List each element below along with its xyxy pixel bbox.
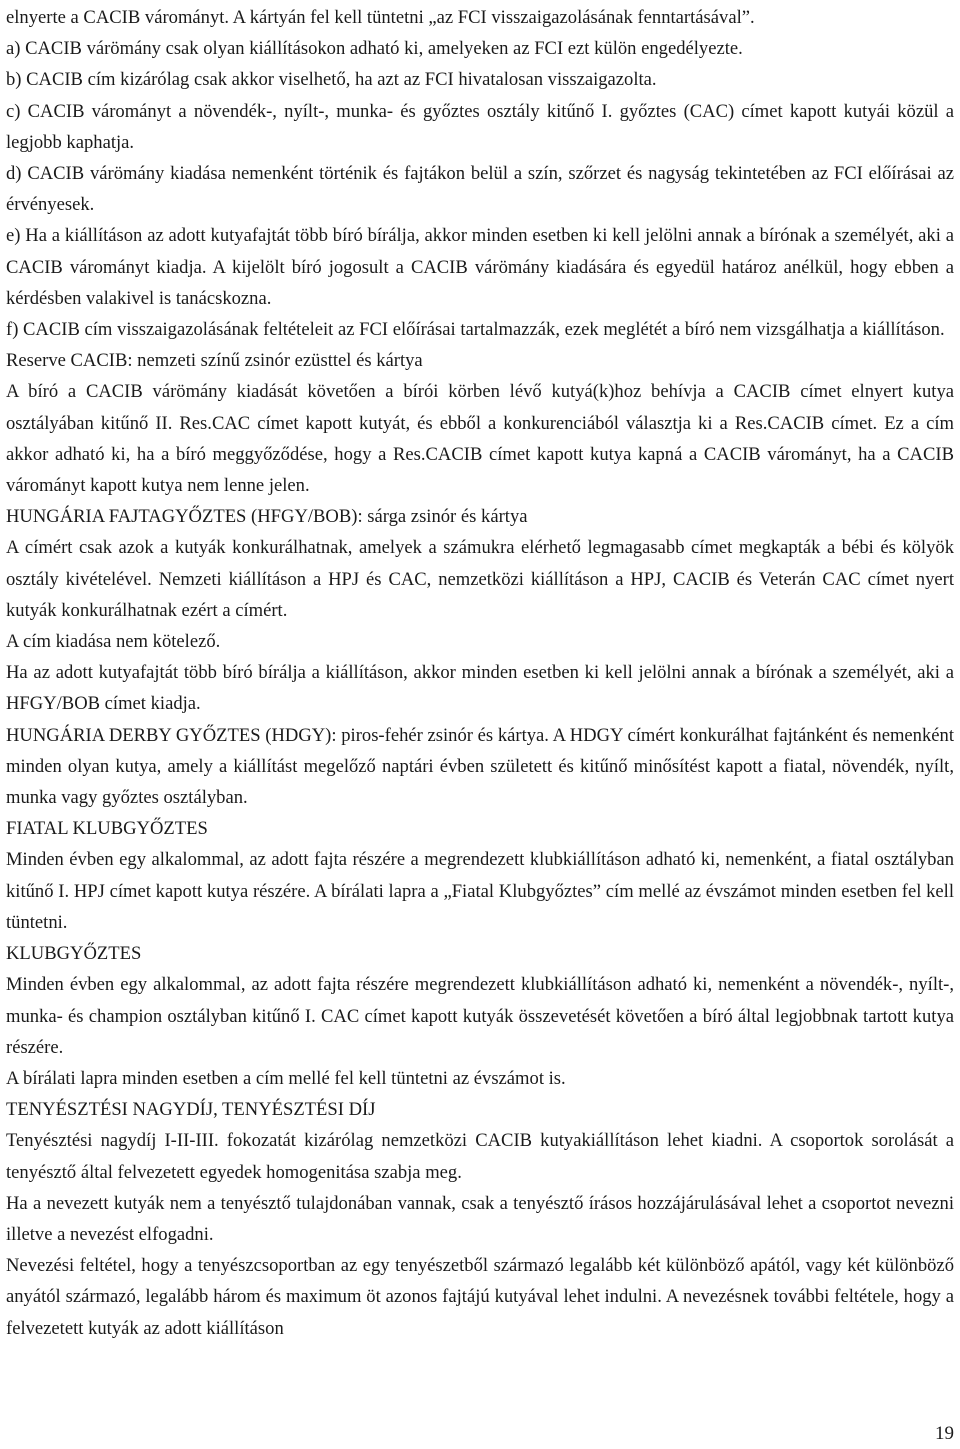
paragraph-text: elnyerte a CACIB várományt. A kártyán fel kell tüntetni „az FCI visszaigazolásának fenntartásával”. [6, 7, 755, 28]
heading-klubgyoztes [6, 938, 954, 969]
paragraph-text: Tenyésztési nagydíj I-II-III. fokozatát kizárólag nemzetközi CACIB kutyakiállításon lehet kiadni. A csoportok sorolását a tenyésztő által felvezetett egyedek homogenitása szabja meg. [6, 1130, 954, 1183]
paragraph-text: A bíró a CACIB várömány kiadását követően a bírói körben lévő kutyá(k)hoz behívja a CACIB címet elnyert kutya osztályában kitűnő II. Res.CAC címet kapott kutyát, és ebből a konkurenciából választja ki a Res.CACIB címet. Ez a cím akkor adható ki, ha a bíró meggyőződése, hogy a Res.CACIB címet kapott kutya kapná a CACIB várományt, ha a CACIB várományt kapott kutya nem lenne jelen. [6, 381, 954, 497]
paragraph-owner-consent [6, 1188, 954, 1250]
paragraph-rule-d [6, 158, 954, 220]
heading-text: Reserve CACIB: nemzeti színű zsinór ezüsttel és kártya [6, 350, 423, 372]
paragraph-rule-b [6, 64, 954, 95]
paragraph-rule-e [6, 220, 954, 314]
document-body [6, 2, 954, 1344]
paragraph-hfgy-eligibility [6, 532, 954, 626]
paragraph-hfgy-judge [6, 657, 954, 719]
paragraph-hfgy-optional [6, 626, 954, 657]
paragraph-text: Minden évben egy alkalommal, az adott fajta részére megrendezett klubkiállításon adható ki, nemenként a növendék-, nyílt-, munka- és champion osztályban kitűnő I. CAC címet kapott kutyák összevetését követően a bíró által legjobbnak tartott kutya részére. [6, 974, 954, 1058]
paragraph-text: HUNGÁRIA DERBY GYŐZTES (HDGY): piros-fehér zsinór és kártya. A HDGY címért konkurálhat fajtánként és nemenként minden olyan kutya, amely a kiállítást megelőző naptári évben született és kitűnő minősítést kapott a fiatal, növendék, nyílt, munka vagy győztes osztályban. [6, 724, 954, 809]
heading-hungaria-fajtagyoztes [6, 501, 954, 532]
paragraph-reserve-cacib [6, 376, 954, 501]
paragraph-text: A bírálati lapra minden esetben a cím mellé fel kell tüntetni az évszámot is. [6, 1067, 566, 1089]
paragraph-text: f) CACIB cím visszaigazolásának feltételeit az FCI előírásai tartalmazzák, ezek meglétét a bíró nem vizsgálhatja a kiállításon. [6, 319, 945, 341]
paragraph-klubgyoztes-year [6, 1063, 954, 1094]
paragraph-text: b) CACIB cím kizárólag csak akkor viselhető, ha azt az FCI hivatalosan visszaigazolta. [6, 69, 657, 91]
paragraph-hungaria-derby [6, 720, 954, 814]
heading-text: FIATAL KLUBGYŐZTES [6, 818, 208, 840]
paragraph-text: a) CACIB várömány csak olyan kiállításokon adható ki, amelyeken az FCI ezt külön engedélyezte. [6, 38, 743, 60]
heading-tenyesztesi-nagydij [6, 1094, 954, 1125]
paragraph-rule-c [6, 96, 954, 158]
paragraph-rule-a [6, 33, 954, 64]
paragraph-entry-conditions [6, 1250, 954, 1344]
paragraph-text: e) Ha a kiállításon az adott kutyafajtát több bíró bírálja, akkor minden esetben ki kell jelölni annak a bírónak a személyét, aki a CACIB várományt kiadja. A kijelölt bíró jogosult a CACIB várömány kiadására és egyedül határoz anélkül, hogy ebben a kérdésben valakivel is tanácskozna. [6, 225, 954, 309]
paragraph-text: A címért csak azok a kutyák konkurálhatnak, amelyek a számukra elérhető legmagasabb címet megkapták a bébi és kölyök osztály kivételével. Nemzeti kiállításon a HPJ és CAC, nemzetközi kiállításon a HPJ, CACIB és Veterán CAC címet nyert kutyák konkurálhatnak ezért a címért. [6, 537, 954, 621]
paragraph-cacib-card-note [6, 2, 954, 33]
paragraph-fiatal-klubgyoztes [6, 844, 954, 938]
paragraph-klubgyoztes [6, 969, 954, 1063]
heading-text: KLUBGYŐZTES [6, 943, 142, 965]
paragraph-rule-f [6, 314, 954, 345]
heading-reserve-cacib [6, 345, 954, 376]
paragraph-text: Ha a nevezett kutyák nem a tenyésztő tulajdonában vannak, csak a tenyésztő írásos hozzájárulásával lehet a csoportot nevezni illetve a nevezést elfogadni. [6, 1192, 954, 1245]
heading-text: HUNGÁRIA FAJTAGYŐZTES (HFGY/BOB): sárga zsinór és kártya [6, 506, 528, 528]
paragraph-text: Ha az adott kutyafajtát több bíró bírálja a kiállításon, akkor minden esetben ki kell jelölni annak a bírónak a személyét, aki a HFGY/BOB címet kiadja. [6, 662, 954, 715]
heading-fiatal-klubgyoztes [6, 813, 954, 844]
paragraph-text: c) CACIB várományt a növendék-, nyílt-, munka- és győztes osztály kitűnő I. győztes (CAC) címet kapott kutyái közül a legjobb kaphatja. [6, 100, 954, 153]
paragraph-text: Minden évben egy alkalommal, az adott fajta részére a megrendezett klubkiállításon adható ki, nemenként, a fiatal osztályban kitűnő I. HPJ címet kapott kutya részére. A bírálati lapra a „Fiatal Klubgyőztes” cím mellé az évszámot minden esetben fel kell tüntetni. [6, 849, 954, 933]
paragraph-tenyesztesi-nagydij [6, 1125, 954, 1187]
paragraph-text: A cím kiadása nem kötelező. [6, 631, 221, 653]
paragraph-text: d) CACIB várömány kiadása nemenként történik és fajtákon belül a szín, szőrzet és nagyság tekintetében az FCI előírásai az érvényesek. [6, 163, 954, 216]
heading-text: TENYÉSZTÉSI NAGYDÍJ, TENYÉSZTÉSI DÍJ [6, 1099, 376, 1121]
paragraph-text: Nevezési feltétel, hogy a tenyészcsoportban az egy tenyészetből származó legalább két különböző apától, vagy két különböző anyától származó, legalább három és maximum öt azonos fajtájú kutyával lehet indulni. A nevezésnek további feltétele, hogy a felvezetett kutyák az adott kiállításon [6, 1255, 954, 1339]
page-number: 19 [935, 1423, 954, 1444]
